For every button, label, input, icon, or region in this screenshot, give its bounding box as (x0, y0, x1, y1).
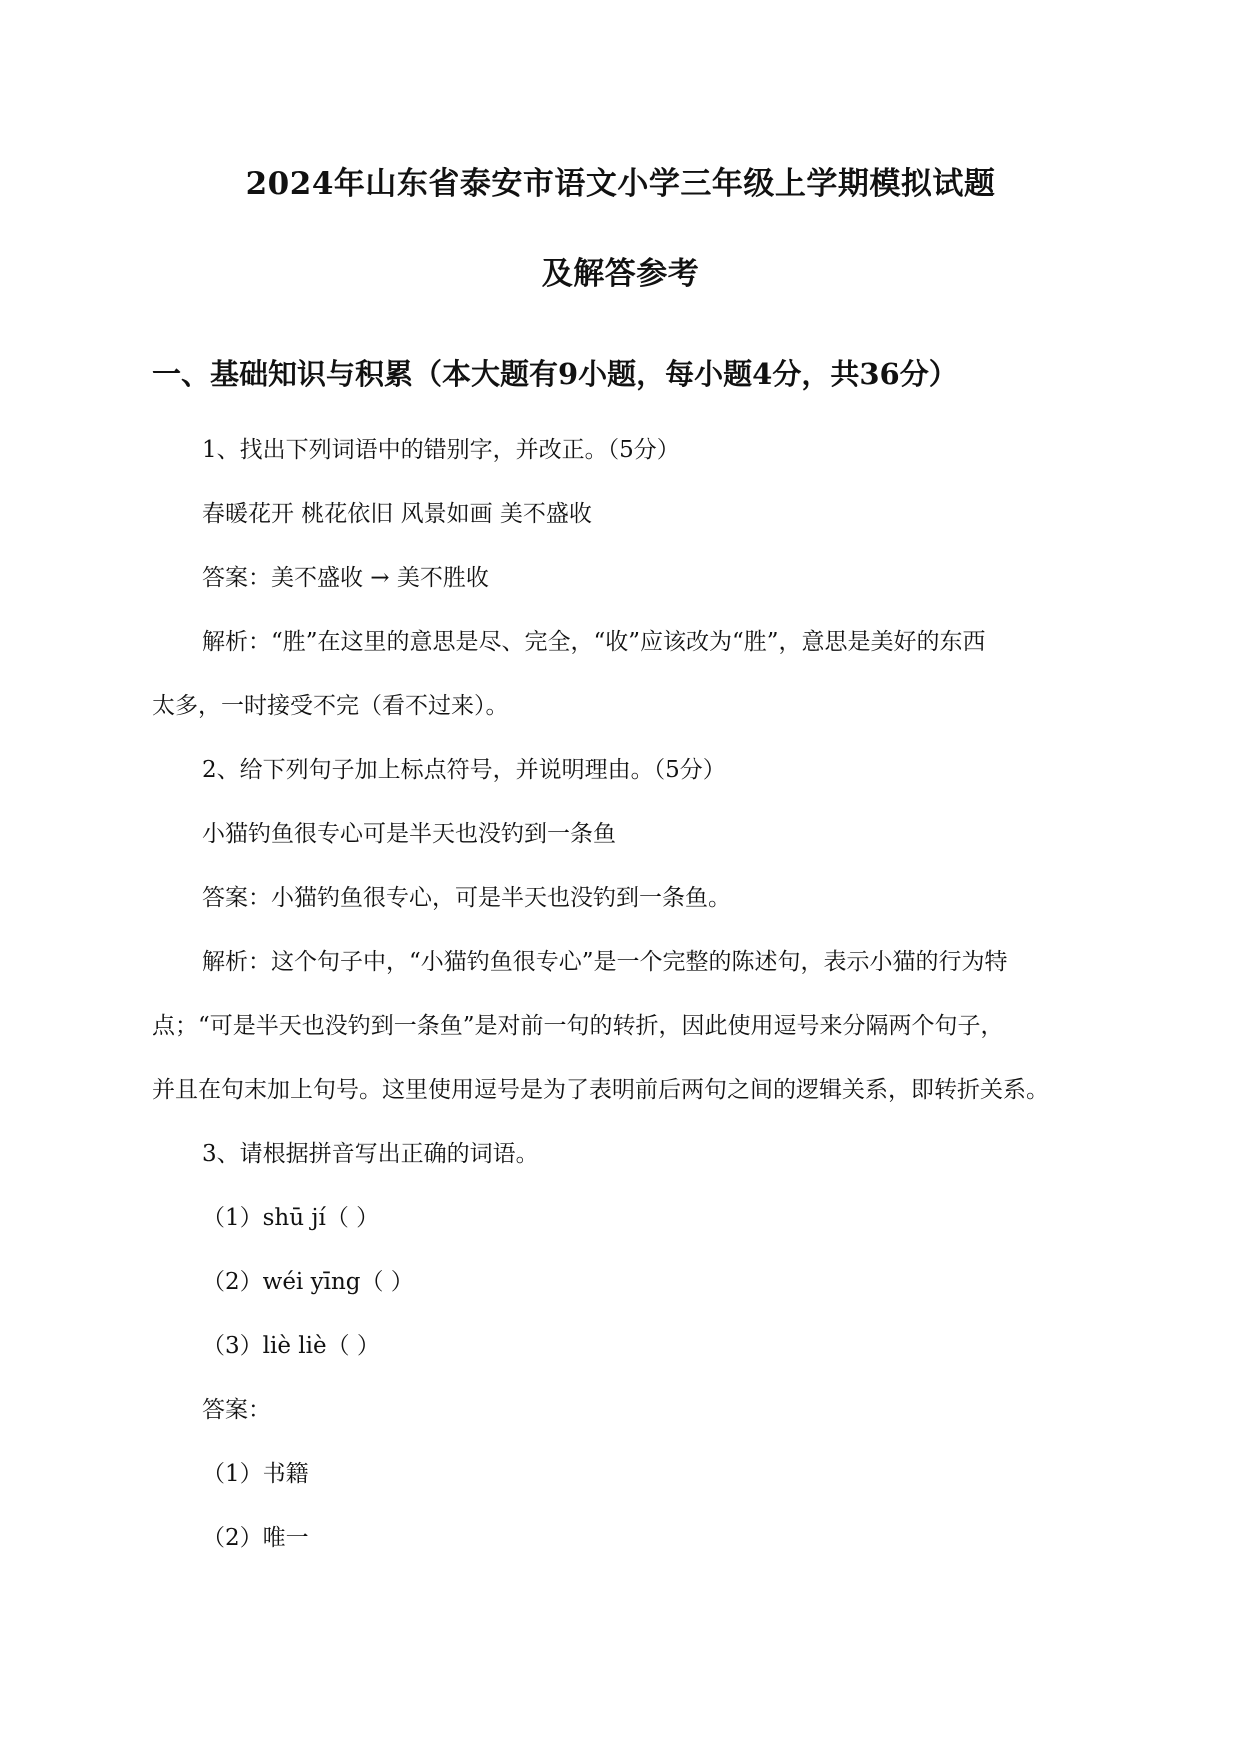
question-3: 3、请根据拼音写出正确的词语。 (202, 1141, 539, 1167)
document-title-line1: 2024年山东省泰安市语文小学三年级上学期模拟试题 (245, 166, 996, 202)
question-1-words: 春暖花开 桃花依旧 风景如画 美不盛收 (202, 501, 592, 527)
question-1-answer: 答案：美不盛收 → 美不胜收 (202, 565, 489, 591)
question-2: 2、给下列句子加上标点符号，并说明理由。（5分） (202, 757, 726, 783)
question-2-analysis-cont: 并且在句末加上句号。这里使用逗号是为了表明前后两句之间的逻辑关系，即转折关系。 (152, 1077, 1049, 1103)
question-3-answer: （2）唯一 (202, 1525, 309, 1551)
document-title-line2: 及解答参考 (541, 256, 700, 292)
question-1-analysis: 解析：“胜”在这里的意思是尽、完全，“收”应该改为“胜”，意思是美好的东西 (202, 629, 986, 655)
question-2-sentence: 小猫钓鱼很专心可是半天也没钓到一条鱼 (202, 821, 616, 847)
question-3-answer: （1）书籍 (202, 1461, 309, 1487)
question-1: 1、找出下列词语中的错别字，并改正。（5分） (202, 437, 680, 463)
question-3-item: （1）shū jí（ ） (202, 1205, 380, 1231)
question-3-answer-label: 答案： (202, 1397, 271, 1423)
question-3-item: （2）wéi yīng（ ） (202, 1269, 414, 1295)
question-1-analysis-cont: 太多，一时接受不完（看不过来）。 (152, 693, 509, 719)
question-2-analysis-cont: 点；“可是半天也没钓到一条鱼”是对前一句的转折，因此使用逗号来分隔两个句子， (152, 1013, 1004, 1039)
section-heading: 一、基础知识与积累（本大题有9小题，每小题4分，共36分） (152, 357, 958, 391)
question-2-answer: 答案：小猫钓鱼很专心，可是半天也没钓到一条鱼。 (202, 885, 731, 911)
question-3-item: （3）liè liè（ ） (202, 1333, 380, 1359)
question-2-analysis: 解析：这个句子中，“小猫钓鱼很专心”是一个完整的陈述句，表示小猫的行为特 (202, 949, 1008, 975)
